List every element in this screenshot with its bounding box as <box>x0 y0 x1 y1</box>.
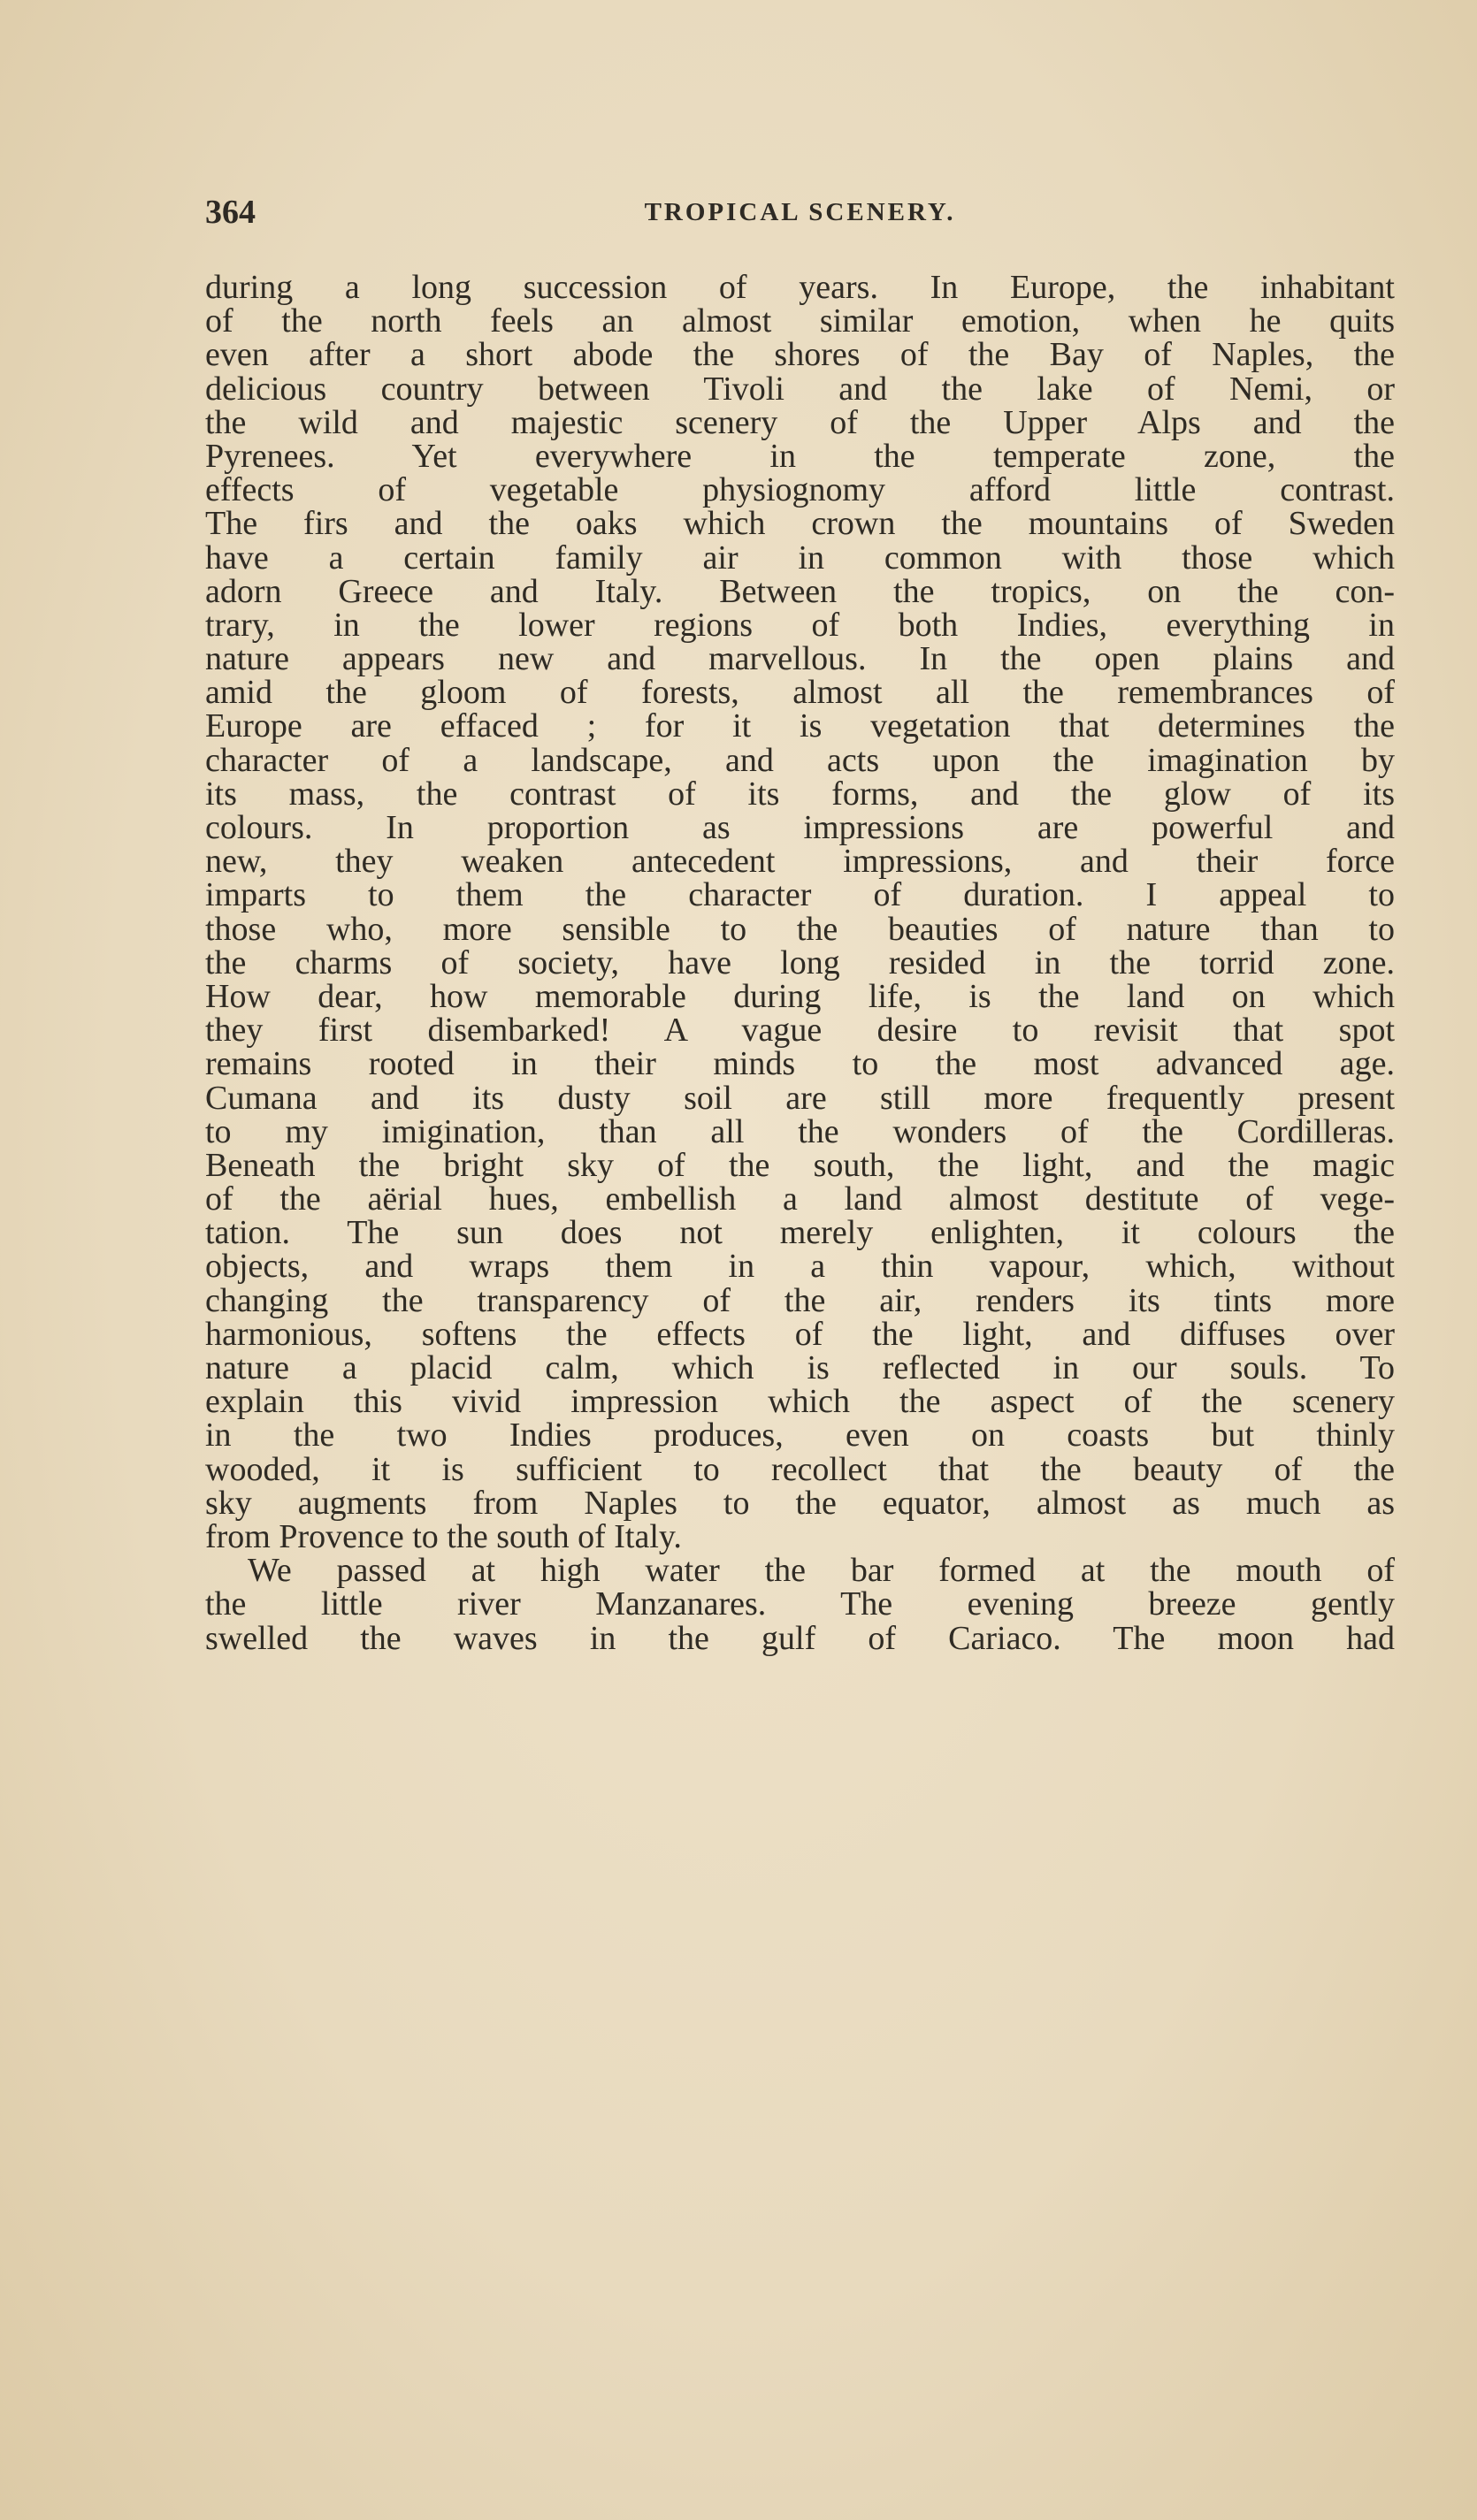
text-line: from Provence to the south of Italy. <box>205 1517 682 1555</box>
text-line: The firs and the oaks which crown the mountains of Sweden <box>205 505 1395 543</box>
text-line: those who, more sensible to the beauties of nature than to <box>205 910 1395 948</box>
text-line: Cumana and its dusty soil are still more frequently present <box>205 1079 1395 1117</box>
text-line: new, they weaken antecedent impressions, and their force <box>205 843 1395 881</box>
text-line: objects, and wraps them in a thin vapour, which, without <box>205 1248 1395 1286</box>
text-line: Pyrenees. Yet everywhere in the temperate zone, the <box>205 437 1395 475</box>
text-line: of the north feels an almost similar emotion, when he quits <box>205 302 1395 340</box>
text-line: swelled the waves in the gulf of Cariaco. The moon had <box>205 1619 1395 1657</box>
text-line: in the two Indies produces, even on coasts but thinly <box>205 1417 1395 1455</box>
text-line: We passed at high water the bar formed at the mouth of <box>248 1552 1395 1590</box>
text-line: colours. In proportion as impressions are powerful and <box>205 809 1395 846</box>
text-line: delicious country between Tivoli and the lake of Nemi, or <box>205 370 1395 408</box>
text-line: imparts to them the character of duration. I appeal to <box>205 876 1395 914</box>
text-line: remains rooted in their minds to the most advanced age. <box>205 1045 1395 1083</box>
text-line: Beneath the bright sky of the south, the light, and the magic <box>205 1146 1395 1184</box>
text-line: to my imigination, than all the wonders of the Cordilleras. <box>205 1112 1395 1150</box>
page-header <box>205 193 1395 237</box>
text-line: nature a placid calm, which is reflected in our souls. To <box>205 1349 1395 1386</box>
text-line: sky augments from Naples to the equator, almost as much as <box>205 1484 1395 1522</box>
text-line: Europe are effaced ; for it is vegetation that determines the <box>205 707 1395 745</box>
text-line: its mass, the contrast of its forms, and the glow of its <box>205 775 1395 813</box>
text-line: How dear, how memorable during life, is the land on which <box>205 977 1395 1015</box>
page-number: 364 <box>205 194 256 231</box>
text-line: amid the gloom of forests, almost all the remembrances of <box>205 674 1395 712</box>
text-line: they first disembarked! A vague desire to revisit that spot <box>205 1012 1395 1050</box>
body-text <box>205 271 1395 1655</box>
text-line: changing the transparency of the air, renders its tints more <box>205 1281 1395 1319</box>
text-line: effects of vegetable physiognomy afford little contrast. <box>205 471 1395 509</box>
text-line: of the aërial hues, embellish a land almost destitute of vege- <box>205 1180 1395 1218</box>
running-title: TROPICAL SCENERY. <box>644 198 956 226</box>
text-line: even after a short abode the shores of the Bay of Naples, the <box>205 336 1395 374</box>
text-line: trary, in the lower regions of both Indies, everything in <box>205 606 1395 644</box>
text-line: nature appears new and marvellous. In the open plains and <box>205 640 1395 678</box>
text-line: adorn Greece and Italy. Between the tropics, on the con- <box>205 572 1395 610</box>
text-line: the charms of society, have long resided in the torrid zone. <box>205 943 1395 981</box>
text-line: during a long succession of years. In Europe, the inhabitant <box>205 269 1395 306</box>
text-line: harmonious, softens the effects of the light, and diffuses over <box>205 1315 1395 1353</box>
text-line: have a certain family air in common with those which <box>205 538 1395 577</box>
text-line: the little river Manzanares. The evening breeze gently <box>205 1585 1395 1623</box>
text-line: explain this vivid impression which the aspect of the scenery <box>205 1383 1395 1421</box>
text-line: the wild and majestic scenery of the Upper Alps and the <box>205 403 1395 441</box>
text-line: character of a landscape, and acts upon the imagination by <box>205 741 1395 779</box>
text-line: wooded, it is sufficient to recollect that the beauty of the <box>205 1450 1395 1488</box>
text-line: tation. The sun does not merely enlighten, it colours the <box>205 1214 1395 1252</box>
